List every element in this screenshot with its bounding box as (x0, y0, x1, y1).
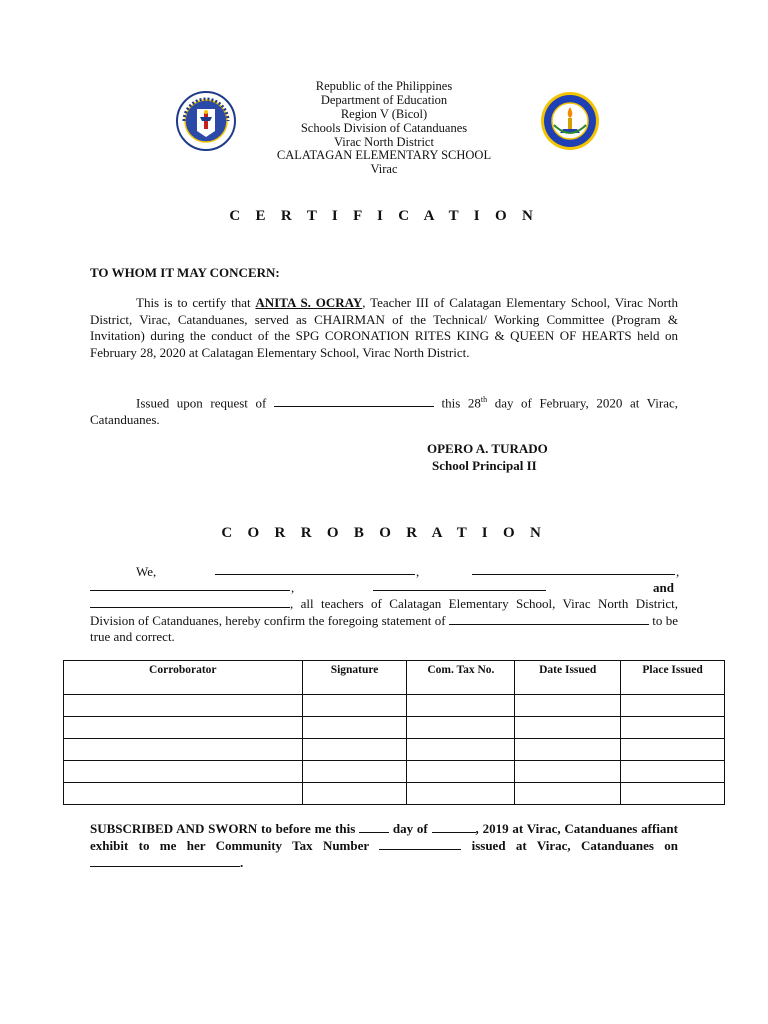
day-blank (359, 821, 389, 833)
col-signature: Signature (302, 661, 407, 695)
table-cell[interactable] (407, 761, 515, 783)
table-cell[interactable] (515, 695, 621, 717)
table-cell[interactable] (515, 761, 621, 783)
table-cell[interactable] (302, 717, 407, 739)
table-cell[interactable] (64, 783, 303, 805)
corroborator-table (63, 660, 725, 805)
table-cell[interactable] (64, 695, 303, 717)
table-row (64, 717, 725, 739)
header-line: Virac (370, 162, 398, 176)
table-cell[interactable] (302, 761, 407, 783)
certification-paragraph: This is to certify that ANITA S. OCRAY, Teacher III of Calatagan Elementary School, Virac North District, Virac, Catanduanes, served as CHAIRMAN of the Technical/ Working Committee (Program & Invitation) during the conduct of the SPG CORONATION RITES KING & QUEEN OF HEARTS held on February 28, 2020 at Calatagan Elementary School, Virac North District. (90, 295, 679, 360)
issue-date-blank (90, 855, 240, 867)
col-place-issued: Place Issued (621, 661, 725, 695)
header-line: Virac North District (334, 135, 434, 149)
signatory-name: OPERO A. TURADO (427, 441, 548, 456)
signatory-title: School Principal II (432, 458, 537, 473)
header-line: Department of Education (320, 93, 448, 107)
table-row (64, 739, 725, 761)
table-cell[interactable] (621, 761, 725, 783)
table-cell[interactable] (621, 783, 725, 805)
table-cell[interactable] (621, 739, 725, 761)
header-line: Region V (Bicol) (340, 107, 428, 121)
table-cell[interactable] (302, 783, 407, 805)
we-label: We, (136, 564, 157, 579)
sworn-statement: SUBSCRIBED AND SWORN to before me this day of , 2019 at Virac, Catanduanes affiant exhibit to me her Community Tax Number issued at Virac, Catanduanes on . (90, 821, 678, 870)
certified-person-name: ANITA S. OCRAY (255, 295, 363, 310)
table-row (64, 783, 725, 805)
teacher-blank-5 (90, 596, 290, 608)
table-cell[interactable] (407, 783, 515, 805)
salutation: TO WHOM IT MAY CONCERN: (90, 265, 280, 280)
subject-blank (449, 613, 649, 625)
table-cell[interactable] (515, 783, 621, 805)
teacher-blank-3 (90, 578, 290, 596)
requester-blank (274, 395, 434, 407)
header-line: Schools Division of Catanduanes (300, 121, 468, 135)
table-cell[interactable] (407, 695, 515, 717)
certification-title: C E R T I F I C A T I O N (229, 208, 539, 224)
table-cell[interactable] (621, 695, 725, 717)
ctc-number-blank (379, 838, 461, 850)
teacher-blank-4 (373, 578, 546, 596)
col-com-tax-no: Com. Tax No. (407, 661, 515, 695)
corroboration-paragraph: , all teachers of Calatagan Elementary School, Virac North District, Division of Catanduanes, hereby confirm the foregoing statement of to be true and correct. (90, 596, 678, 644)
table-cell[interactable] (407, 717, 515, 739)
table-cell[interactable] (64, 717, 303, 739)
corroboration-title: C O R R O B O R A T I O N (221, 525, 547, 541)
col-date-issued: Date Issued (515, 661, 621, 695)
table-cell[interactable] (407, 739, 515, 761)
table-cell[interactable] (621, 717, 725, 739)
table-header-row (64, 661, 725, 695)
month-blank (432, 821, 476, 833)
and-label: and (653, 580, 674, 595)
header-line: CALATAGAN ELEMENTARY SCHOOL (276, 148, 492, 162)
col-corroborator: Corroborator (64, 661, 303, 695)
table-cell[interactable] (64, 739, 303, 761)
table-cell[interactable] (64, 761, 303, 783)
table-cell[interactable] (302, 695, 407, 717)
table-row (64, 695, 725, 717)
table-cell[interactable] (515, 717, 621, 739)
header-line: Republic of the Philippines (315, 79, 453, 93)
table-cell[interactable] (515, 739, 621, 761)
table-row (64, 761, 725, 783)
issued-paragraph: Issued upon request of this 28th day of February, 2020 at Virac, Catanduanes. (90, 395, 679, 427)
table-cell[interactable] (302, 739, 407, 761)
